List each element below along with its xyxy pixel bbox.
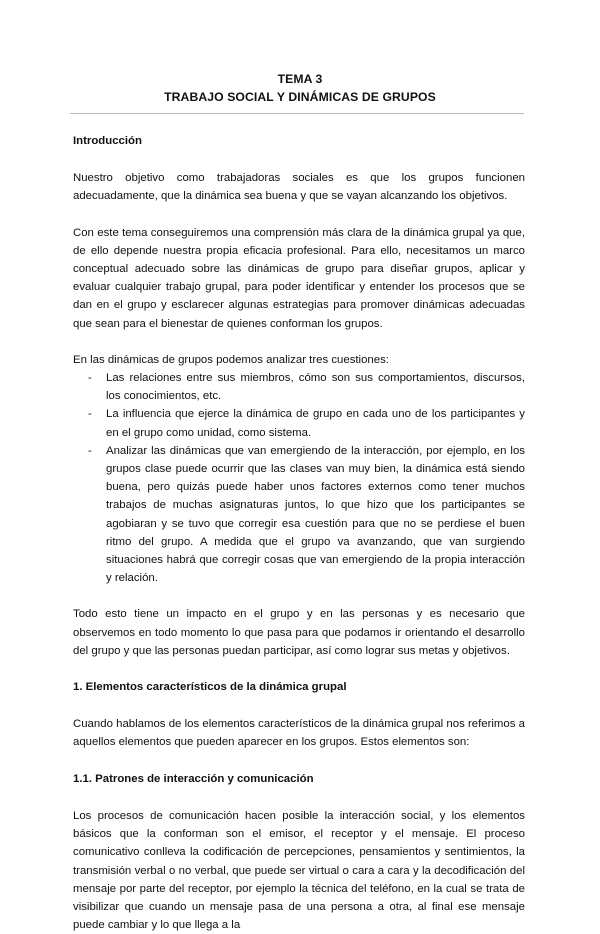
list-item-text: Analizar las dinámicas que van emergiendo de la interacción, por ejemplo, en los grupos clase puede ocurrir que las clases van muy bien, la dinámica está siendo buena, pero quizás puede haber unos factores externos como tener muchos trabajos de muchas asignaturas juntos, lo que hizo que los participantes se agobiaran y se tuvo que corregir esa cuestión para que no se perdiese el buen ritmo del grupo. A medida que el grupo va avanzando, que van surgiendo situaciones habrá que corregir cosas que van emergiendo de la propia interacción y relación. (106, 444, 525, 585)
list-item (73, 442, 525, 588)
list-item (73, 405, 525, 441)
list-item-text: La influencia que ejerce la dinámica de grupo en cada uno de los participantes y en el grupo como unidad, como sistema. (106, 408, 525, 439)
intro-paragraph-2: Con este tema conseguiremos una comprensión más clara de la dinámica grupal ya que, de ello depende nuestra propia eficacia profesional. Para ello, necesitamos un marco conceptual adecuado sobre las dinámicas de grupo para diseñar grupos, aplicar y evaluar cualquier trabajo grupal, para poder identificar y entender los procesos que se dan en el grupo y esclarecer algunas estrategias para promover dinámicas adecuadas que sean para el bienestar de quienes conforman los grupos. (73, 226, 525, 330)
intro-paragraph-4: Todo esto tiene un impacto en el grupo y en las personas y es necesario que observemos en todo momento lo que pasa para que podamos ir orientando el desarrollo del grupo y que las personas puedan participar, así como lograr sus metas y objetivos. (73, 608, 525, 657)
topic-number: TEMA 3 (277, 72, 323, 86)
list-dash: - (88, 408, 92, 421)
list-dash: - (88, 372, 92, 385)
document-body (73, 132, 525, 934)
section-1-1-paragraph: Los procesos de comunicación hacen posible la interacción social, y los elementos básicos que la conforman son el emisor, el receptor y el mensaje. El proceso comunicativo conlleva la codificación de percepciones, pensamientos y sentimientos, la transmisión verbal o no verbal, que puede ser virtual o cara a cara y la decodificación del mensaje por parte del receptor, por ejemplo la técnica del teléfono, en la cual se trata de visibilizar que cuando un mensaje pasa de una persona a otra, al final ese mensaje puede cambiar y lo que llega a la (73, 809, 525, 932)
section-1-heading: 1. Elementos característicos de la dinámica grupal (73, 681, 347, 694)
section-1-1-heading: 1.1. Patrones de interacción y comunicación (73, 772, 314, 785)
list-dash: - (88, 444, 92, 457)
document-header (70, 70, 530, 106)
intro-paragraph-3: En las dinámicas de grupos podemos analizar tres cuestiones: (73, 353, 389, 366)
list-item (73, 369, 525, 405)
intro-paragraph-1: Nuestro objetivo como trabajadoras sociales es que los grupos funcionen adecuadamente, que la dinámica sea buena y que se vayan alcanzando los objetivos. (73, 172, 525, 203)
header-divider (70, 113, 524, 114)
document-title: TRABAJO SOCIAL Y DINÁMICAS DE GRUPOS (164, 90, 436, 104)
section-1-paragraph: Cuando hablamos de los elementos característicos de la dinámica grupal nos referimos a aquellos elementos que pueden aparecer en los grupos. Estos elementos son: (73, 718, 525, 749)
intro-heading: Introducción (73, 135, 142, 147)
list-item-text: Las relaciones entre sus miembros, cómo son sus comportamientos, discursos, los conocimientos, etc. (106, 372, 525, 403)
questions-list (73, 369, 525, 587)
